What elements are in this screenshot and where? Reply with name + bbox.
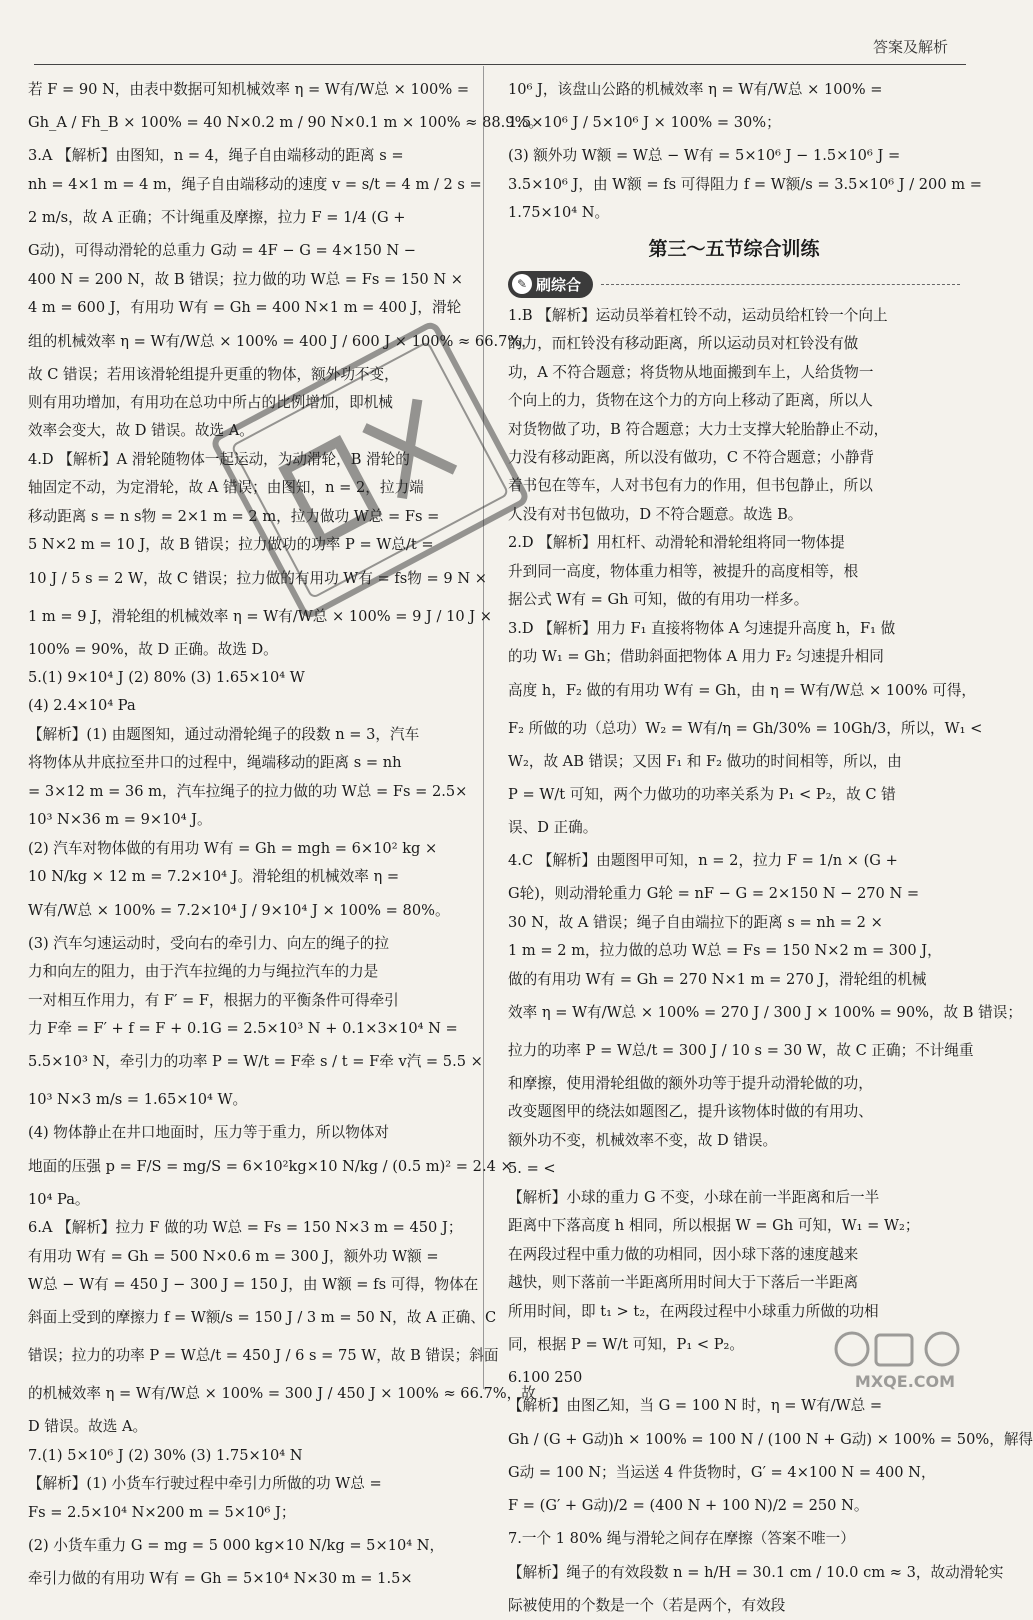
right-bottom-line: 拉力的功率 P = W总/t = 300 J / 10 s = 30 W，故 C 正确；不计绳重 [508,1042,974,1060]
left-column-line: 6.A 【解析】拉力 F 做的功 W总 = Fs = 150 N×3 m = 450 J； [28,1219,463,1237]
practice-badge [508,271,593,298]
left-column-line: 将物体从井底拉至井口的过程中，绳端移动的距离 s = nh [28,754,402,772]
left-column-line: nh = 4×1 m = 4 m，绳子自由端移动的速度 v = s/t = 4 m / 2 s = [28,175,482,193]
right-bottom-line: 误、D 正确。 [508,818,598,836]
right-bottom-line: 人没有对书包做功，D 不符合题意。故选 B。 [508,505,803,523]
left-column-line: 10⁴ Pa。 [28,1190,90,1208]
left-column-line: 轴固定不动，为定滑轮，故 A 错误；由图知，n = 2，拉力端 [28,479,424,497]
left-column-line: (4) 物体静止在井口地面时，压力等于重力，所以物体对 [28,1124,389,1142]
left-column-line: 2 m/s，故 A 正确；不计绳重及摩擦，拉力 F = 1/4 (G + [28,209,406,227]
left-column-line: 7.(1) 5×10⁶ J (2) 30% (3) 1.75×10⁴ N [28,1446,303,1464]
left-column-line: 4 m = 600 J，有用功 W有 = Gh = 400 N×1 m = 400 J，滑轮 [28,299,462,317]
left-column [28,76,544,1594]
right-bottom-line: Gh / (G + G动)h × 100% = 100 N / (100 N + G动) × 100% = 50%，解得 [508,1430,1033,1448]
left-column-line: Fs = 2.5×10⁴ N×200 m = 5×10⁶ J； [28,1503,296,1521]
left-column-line: 10³ N×36 m = 9×10⁴ J。 [28,811,212,829]
right-bottom-line: 同，根据 P = W/t 可知，P₁ < P₂。 [508,1336,744,1354]
right-bottom-line: G轮)，则动滑轮重力 G轮 = nF − G = 2×150 N − 270 N = [508,885,920,903]
left-column-line: D 错误。故选 A。 [28,1418,148,1436]
right-bottom-line: 距离中下落高度 h 相同，所以根据 W = Gh 可知，W₁ = W₂； [508,1217,920,1235]
right-bottom-line: 和摩擦，使用滑轮组做的额外功等于提升动滑轮做的功， [508,1074,873,1092]
left-column-line: (2) 汽车对物体做的有用功 W有 = Gh = mgh = 6×10² kg × [28,839,438,857]
left-column-line: 有用功 W有 = Gh = 500 N×0.6 m = 300 J，额外功 W额 = [28,1247,439,1265]
right-bottom-line: 据公式 W有 = Gh 可知，做的有用功一样多。 [508,591,809,609]
right-bottom-line: 个向上的力，货物在这个力的方向上移动了距离，所以人 [508,392,873,410]
left-column-line: 则有用功增加，有用功在总功中所占的比例增加，即机械 [28,393,393,411]
left-column-line: 一对相互作用力，有 F′ = F，根据力的平衡条件可得牵引 [28,991,399,1009]
right-top-line: 1.5×10⁶ J / 5×10⁶ J × 100% = 30%； [508,114,781,132]
right-bottom-line: 7.一个 1 80% 绳与滑轮之间存在摩擦（答案不唯一） [508,1530,855,1548]
column-divider [483,66,484,1389]
left-column-line: 400 N = 200 N，故 B 错误；拉力做的功 W总 = Fs = 150 N × [28,270,463,288]
header-rule [34,64,966,65]
left-column-line: 10³ N×3 m/s = 1.65×10⁴ W。 [28,1091,248,1109]
left-column-line: (3) 汽车匀速运动时，受向右的牵引力、向左的绳子的拉 [28,934,389,952]
left-column-line: (2) 小货车重力 G = mg = 5 000 kg×10 N/kg = 5×10⁴ N， [28,1537,445,1555]
right-bottom-line: 30 N，故 A 错误；绳子自由端拉下的距离 s = nh = 2 × [508,913,883,931]
right-bottom-line: 1 m = 2 m，拉力做的总功 W总 = Fs = 150 N×2 m = 300 J， [508,942,942,960]
right-column-top [508,76,982,228]
left-column-line: 斜面上受到的摩擦力 f = W额/s = 150 J / 3 m = 50 N，故 A 正确、C [28,1309,497,1327]
right-bottom-line: P = W/t 可知，两个力做功的功率关系为 P₁ < P₂，故 C 错 [508,785,896,803]
left-column-line: 地面的压强 p = F/S = mg/S = 6×10²kg×10 N/kg / (0.5 m)² = 2.4 × [28,1157,513,1175]
right-top-line: 3.5×10⁶ J，由 W额 = fs 可得阻力 f = W额/s = 3.5×10⁶ J / 200 m = [508,175,982,193]
right-bottom-line: 1.B 【解析】运动员举着杠铃不动，运动员给杠铃一个向上 [508,306,888,324]
right-top-line: 10⁶ J，该盘山公路的机械效率 η = W有/W总 × 100% = [508,81,883,98]
left-column-line: 若 F = 90 N，由表中数据可知机械效率 η = W有/W总 × 100% = [28,81,470,98]
right-bottom-line: 功，A 不符合题意；将货物从地面搬到车上，人给货物一 [508,363,874,381]
right-bottom-line: G动 = 100 N；当运送 4 件货物时，G′ = 4×100 N = 400 N， [508,1463,936,1481]
left-column-line: 故 C 错误；若用该滑轮组提升更重的物体，额外功不变， [28,365,399,383]
right-bottom-line: 所用时间，即 t₁ > t₂，在两段过程中小球重力所做的功相 [508,1302,879,1320]
left-column-line: 100% = 90%，故 D 正确。故选 D。 [28,640,278,658]
section-title: 第三～五节综合训练 [648,237,820,260]
left-column-line: 5 N×2 m = 10 J，故 B 错误；拉力做功的功率 P = W总/t = [28,536,434,554]
right-bottom-line: 2.D 【解析】用杠杆、动滑轮和滑轮组将同一物体提 [508,534,845,552]
right-bottom-line: 着书包在等车，人对书包有力的作用，但书包静止，所以 [508,477,873,495]
left-column-line: 错误；拉力的功率 P = W总/t = 450 J / 6 s = 75 W，故 B 错误；斜面 [28,1347,499,1365]
left-column-line: 力和向左的阻力，由于汽车拉绳的力与绳拉汽车的力是 [28,963,379,981]
right-bottom-line: 改变题图甲的绕法如题图乙，提升该物体时做的有用功、 [508,1103,873,1121]
right-bottom-line: 高度 h，F₂ 做的有用功 W有 = Gh，由 η = W有/W总 × 100% 可得， [508,681,977,699]
right-bottom-line: 效率 η = W有/W总 × 100% = 270 J / 300 J × 100% = 90%，故 B 错误； [508,1004,1022,1022]
right-bottom-line: 【解析】由图乙知，当 G = 100 N 时，η = W有/W总 = [508,1397,883,1415]
right-bottom-line: F = (G′ + G动)/2 = (400 N + 100 N)/2 = 250 N。 [508,1497,869,1515]
right-bottom-line: 5. = < [508,1160,556,1178]
right-bottom-line: 升到同一高度，物体重力相等，被提升的高度相等，根 [508,562,859,580]
right-bottom-line: 4.C 【解析】由题图甲可知，n = 2，拉力 F = 1/n × (G + [508,852,898,870]
left-column-line: W总 − W有 = 450 J − 300 J = 150 J，由 W额 = fs 可得，物体在 [28,1276,479,1294]
left-column-line: 移动距离 s = n s物 = 2×1 m = 2 m，拉力做功 W总 = Fs = [28,507,440,525]
right-bottom-line: F₂ 所做的功（总功）W₂ = W有/η = Gh/30% = 10Gh/3，所以，W₁ < [508,719,983,737]
left-column-line: (4) 2.4×10⁴ Pa [28,697,136,715]
right-bottom-line: 的功 W₁ = Gh；借助斜面把物体 A 用力 F₂ 匀速提升相同 [508,648,884,666]
right-bottom-line: 6.100 250 [508,1369,583,1386]
badge-label: 刷综合 [536,275,582,294]
right-bottom-line: 的力，而杠铃没有移动距离，所以运动员对杠铃没有做 [508,335,859,353]
brush-icon: ✎ [512,274,532,294]
right-bottom-line: 3.D 【解析】用力 F₁ 直接将物体 A 匀速提升高度 h，F₁ 做 [508,619,896,637]
left-column-line: 组的机械效率 η = W有/W总 × 100% = 400 J / 600 J × 100% ≈ 66.7%， [28,332,536,350]
svg-text:MXQE.COM: MXQE.COM [854,1372,956,1391]
left-column-line: 效率会变大，故 D 错误。故选 A。 [28,422,254,440]
left-column-line: 10 J / 5 s = 2 W，故 C 错误；拉力做的有用功 W有 = fs物 = 9 N × [28,569,487,587]
left-column-line: 【解析】(1) 由题图知，通过动滑轮绳子的段数 n = 3，汽车 [28,725,420,743]
right-bottom-line: 际被使用的个数是一个（若是两个，有效段 [508,1596,786,1614]
left-column-line: 1 m = 9 J，滑轮组的机械效率 η = W有/W总 × 100% = 9 J / 10 J × [28,607,493,625]
left-column-line: = 3×12 m = 36 m，汽车拉绳子的拉力做的功 W总 = Fs = 2.5× [28,782,468,800]
right-bottom-line: 越快，则下落前一半距离所用时间大于下落后一半距离 [508,1274,859,1292]
left-column-line: Gh_A / Fh_B × 100% = 40 N×0.2 m / 90 N×0.1 m × 100% ≈ 88.9%。 [28,114,544,132]
header-label: 答案及解析 [872,38,948,56]
right-bottom-line: 在两段过程中重力做的功相同，因小球下落的速度越来 [508,1245,859,1263]
watermark-logo [830,1325,980,1395]
right-bottom-line: 对货物做了功，B 符合题意；大力士支撑大轮胎静止不动， [508,420,889,438]
left-column-line: 5.(1) 9×10⁴ J (2) 80% (3) 1.65×10⁴ W [28,669,305,687]
right-top-line: (3) 额外功 W额 = W总 − W有 = 5×10⁶ J − 1.5×10⁶ J = [508,147,901,165]
right-bottom-line: 【解析】小球的重力 G 不变，小球在前一半距离和后一半 [508,1188,880,1206]
left-column-line: G动)，可得动滑轮的总重力 G动 = 4F − G = 4×150 N − [28,242,417,260]
badge-rule [601,284,960,285]
left-column-line: 牵引力做的有用功 W有 = Gh = 5×10⁴ N×30 m = 1.5× [28,1570,413,1588]
left-column-line: W有/W总 × 100% = 7.2×10⁴ J / 9×10⁴ J × 100% = 80%。 [28,901,450,919]
right-column-bottom [508,302,1033,1620]
right-bottom-line: 力没有移动距离，所以没有做功，C 不符合题意；小静背 [508,449,875,467]
badge-row [508,271,960,298]
right-bottom-line: W₂，故 AB 错误；又因 F₁ 和 F₂ 做功的时间相等，所以，由 [508,752,902,770]
left-column-line: 4.D 【解析】A 滑轮随物体一起运动，为动滑轮，B 滑轮的 [28,450,410,468]
right-bottom-line: 【解析】绳子的有效段数 n = h/H = 30.1 cm / 10.0 cm ≈ 3，故动滑轮实 [508,1563,1004,1581]
left-column-line: 力 F牵 = F′ + f = F + 0.1G = 2.5×10³ N + 0.1×3×10⁴ N = [28,1019,458,1037]
left-column-line: 10 N/kg × 12 m = 7.2×10⁴ J。滑轮组的机械效率 η = [28,868,400,886]
left-column-line: 的机械效率 η = W有/W总 × 100% = 300 J / 450 J × 100% ≈ 66.7%，故 [28,1385,536,1403]
left-column-line: 3.A 【解析】由图知，n = 4，绳子自由端移动的距离 s = [28,147,404,165]
right-bottom-line: 额外功不变，机械效率不变，故 D 错误。 [508,1131,778,1149]
right-top-line: 1.75×10⁴ N。 [508,204,610,222]
right-bottom-line: 做的有用功 W有 = Gh = 270 N×1 m = 270 J，滑轮组的机械 [508,970,927,988]
left-column-line: 5.5×10³ N，牵引力的功率 P = W/t = F牵 s / t = F牵 v汽 = 5.5 × [28,1053,483,1071]
left-column-line: 【解析】(1) 小货车行驶过程中牵引力所做的功 W总 = [28,1475,382,1493]
